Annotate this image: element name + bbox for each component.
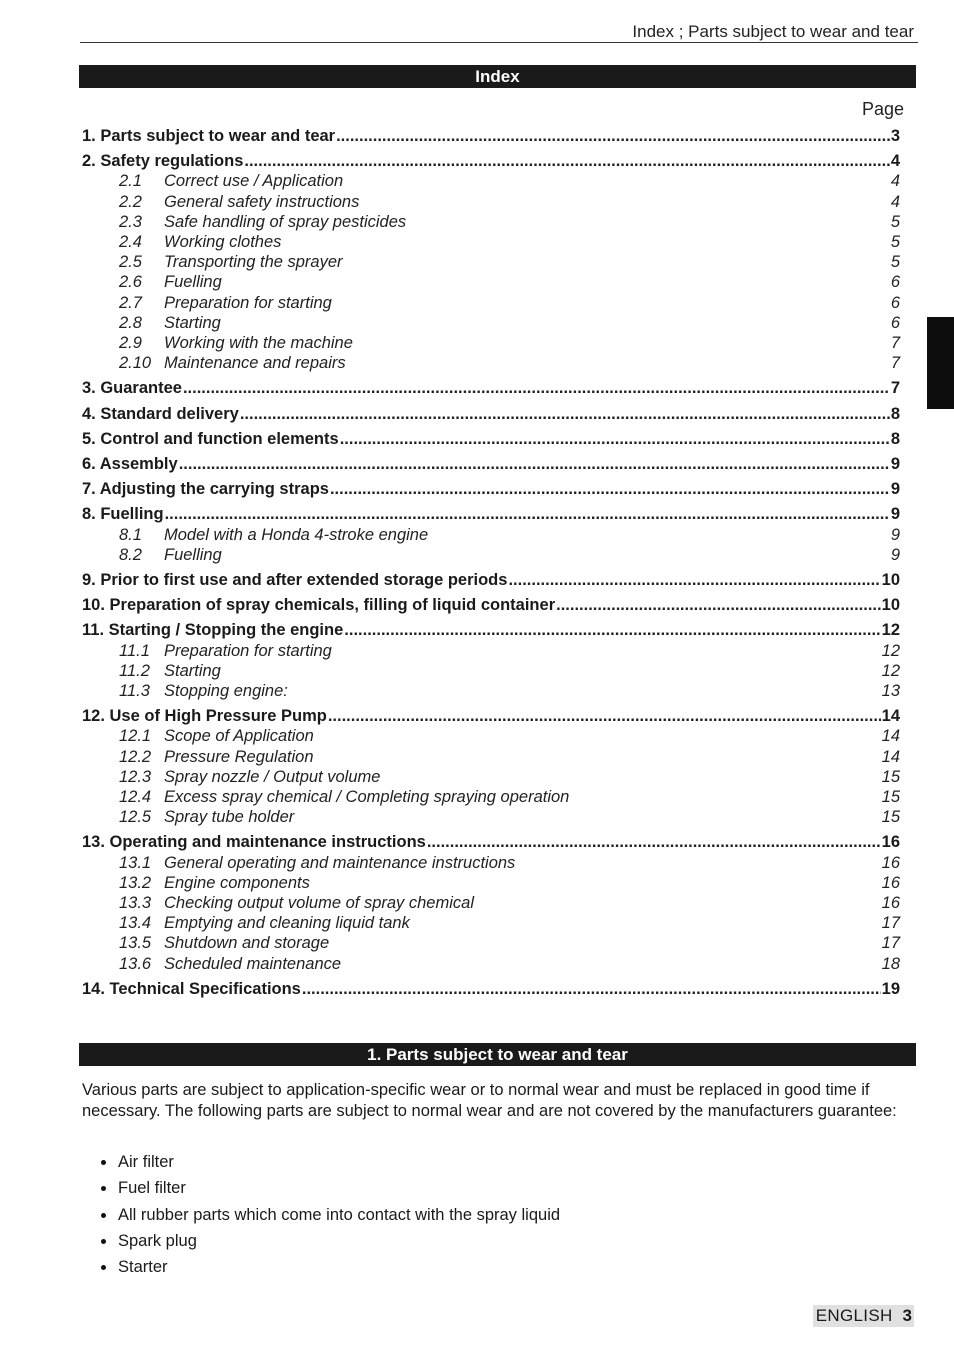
toc-subentry-num: 13.4 (119, 914, 152, 933)
toc-subentry-page: 17 (881, 914, 900, 933)
toc-entry-title: 2. Safety regulations (82, 152, 244, 171)
toc-subentry-page: 12 (881, 661, 900, 680)
toc-entry-page: 8 (890, 429, 900, 448)
toc-subentry-num: 2.3 (119, 212, 142, 231)
toc-subentry-num: 13.6 (119, 954, 152, 973)
toc-entry-page: 12 (881, 621, 900, 640)
toc-subentry-title: Preparation for starting (164, 293, 332, 312)
toc-subentry[interactable] (119, 333, 900, 353)
toc-subentry-page: 18 (881, 954, 900, 973)
toc-entry[interactable] (82, 479, 900, 499)
dot-leader (336, 126, 890, 146)
toc-subentry-title: Shutdown and storage (164, 934, 330, 953)
toc-subentry-title: Starting (164, 661, 221, 680)
toc-entry-title: 9. Prior to first use and after extended storage periods (82, 571, 508, 589)
toc-subentry-title: Checking output volume of spray chemical (164, 894, 474, 912)
toc-subentry-title: Maintenance and repairs (164, 354, 346, 373)
toc-subentry-num: 2.1 (119, 172, 142, 191)
toc-subentry-title: General operating and maintenance instructions (164, 853, 516, 872)
dot-leader (508, 570, 880, 590)
toc-subentry-num: 2.6 (119, 273, 142, 292)
toc-entry-title: 11. Starting / Stopping the engine (82, 621, 344, 640)
footer-page-number: 3 (902, 1306, 912, 1325)
toc-entry[interactable] (82, 504, 900, 524)
toc-subentry-page: 17 (881, 934, 900, 953)
toc-entry-page: 4 (890, 152, 900, 171)
toc-entry-page: 10 (881, 596, 900, 615)
dot-leader (302, 979, 881, 999)
toc-entry[interactable] (82, 454, 900, 474)
toc-subentry-title: Correct use / Application (164, 172, 344, 191)
toc-subentry-num: 12.1 (119, 727, 152, 746)
toc-entry[interactable] (82, 979, 900, 999)
toc-subentry[interactable] (119, 726, 900, 746)
toc-subentry-num: 11.3 (119, 682, 150, 700)
toc-subentry-title: Excess spray chemical / Completing spraying operation (164, 788, 570, 806)
toc-entry-title: 4. Standard delivery (82, 404, 239, 423)
toc-subentry-num: 8.2 (119, 545, 142, 564)
toc-subentry-page: 4 (890, 172, 900, 191)
toc-subentry-num: 12.5 (119, 808, 152, 827)
toc-subentry-page: 16 (881, 873, 900, 892)
dot-leader (183, 378, 890, 398)
toc-entry[interactable] (82, 429, 900, 449)
toc-subentry-num: 2.2 (119, 192, 142, 211)
page-footer (813, 1305, 914, 1327)
toc-subentry-title: Safe handling of spray pesticides (164, 212, 407, 231)
toc-subentry-num: 2.7 (119, 293, 142, 312)
toc-entry[interactable] (82, 151, 900, 171)
toc-subentry-title: Model with a Honda 4-stroke engine (164, 525, 429, 544)
toc-subentry-title: Starting (164, 313, 221, 332)
toc-subentry-page: 5 (890, 253, 900, 272)
dot-leader (556, 595, 881, 615)
toc-entry-page: 3 (890, 127, 900, 145)
toc-subentry-page: 7 (890, 334, 900, 352)
toc-entry-title: 3. Guarantee (82, 379, 182, 398)
toc-subentry-page: 15 (881, 808, 900, 827)
list-item: Spark plug (100, 1230, 800, 1256)
toc-subentry[interactable] (119, 661, 900, 681)
toc-subentry-title: Transporting the sprayer (164, 253, 343, 272)
toc-entry-title: 1. Parts subject to wear and tear (82, 127, 336, 145)
toc-subentry[interactable] (119, 893, 900, 913)
toc-entry[interactable] (82, 404, 900, 424)
toc-subentry[interactable] (119, 525, 900, 545)
toc-subentry-page: 14 (881, 747, 900, 766)
toc-subentry-num: 12.2 (119, 747, 152, 766)
toc-subentry-title: Preparation for starting (164, 641, 332, 660)
toc-subentry-title: Pressure Regulation (164, 747, 314, 766)
toc-subentry-page: 5 (890, 212, 900, 231)
list-item: Starter (100, 1256, 800, 1282)
toc-entry-page: 8 (890, 404, 900, 423)
toc-subentry-title: Working clothes (164, 233, 282, 251)
toc-subentry-num: 11.2 (119, 661, 150, 680)
toc-subentry-title: Scope of Application (164, 727, 314, 746)
toc-subentry-num: 13.2 (119, 873, 152, 892)
toc-subentry[interactable] (119, 232, 900, 252)
toc-subentry-title: Stopping engine: (164, 682, 288, 700)
toc-entry-page: 9 (890, 505, 900, 524)
toc-entry-page: 10 (881, 571, 900, 589)
toc-subentry-num: 2.8 (119, 313, 142, 332)
wear-parts-list (100, 1151, 800, 1282)
toc-subentry[interactable] (119, 293, 900, 313)
toc-subentry-page: 5 (890, 233, 900, 251)
toc-entry-page: 14 (881, 707, 900, 726)
toc-entry-page: 16 (881, 833, 900, 852)
toc-subentry-page: 14 (881, 727, 900, 746)
toc-subentry-num: 8.1 (119, 525, 142, 544)
toc-subentry-page: 16 (881, 894, 900, 912)
toc-entry-page: 9 (890, 480, 900, 499)
toc-entry-page: 9 (890, 455, 900, 473)
toc-subentry[interactable] (119, 933, 900, 953)
toc-entry-title: 8. Fuelling (82, 505, 164, 524)
footer-language: ENGLISH (815, 1306, 893, 1325)
toc-subentry-title: Emptying and cleaning liquid tank (164, 914, 410, 933)
toc-subentry[interactable] (119, 353, 900, 373)
dot-leader (165, 504, 890, 524)
toc-subentry[interactable] (119, 192, 900, 212)
list-item: Fuel filter (100, 1177, 800, 1203)
toc-subentry-num: 2.10 (119, 354, 152, 373)
dot-leader (330, 479, 890, 499)
toc-subentry-num: 11.1 (119, 641, 150, 660)
toc-subentry-title: Spray tube holder (164, 808, 295, 827)
toc-subentry[interactable] (119, 807, 900, 827)
toc-entry[interactable] (82, 620, 900, 640)
toc-entry-title: 12. Use of High Pressure Pump (82, 707, 327, 726)
header-divider (80, 42, 918, 43)
toc-subentry-num: 12.3 (119, 767, 152, 786)
toc-entry-title: 13. Operating and maintenance instructions (82, 833, 426, 852)
toc-subentry-num: 13.1 (119, 853, 152, 872)
toc-subentry[interactable] (119, 681, 900, 701)
toc-subentry[interactable] (119, 747, 900, 767)
section-intro-paragraph: Various parts are subject to application-specific wear or to normal wear and must be replaced in good time if necessary. The following parts are subject to normal wear and are not covered by the manufacturers guarantee: (82, 1081, 897, 1120)
dot-leader (340, 429, 890, 449)
toc-entry-title: 14. Technical Specifications (82, 979, 301, 998)
toc-subentry-page: 13 (881, 682, 900, 700)
toc-subentry-title: Fuelling (164, 273, 222, 292)
toc-subentry-page: 9 (890, 545, 900, 564)
dot-leader (240, 404, 890, 424)
toc-subentry-title: General safety instructions (164, 192, 360, 211)
running-header: Index ; Parts subject to wear and tear (632, 22, 914, 41)
dot-leader (179, 454, 890, 474)
section-title-bar: 1. Parts subject to wear and tear (79, 1043, 916, 1066)
page-column-label: Page (861, 99, 904, 119)
toc-entry-page: 7 (890, 379, 900, 398)
toc-subentry-page: 6 (890, 313, 900, 332)
toc-subentry[interactable] (119, 787, 900, 807)
toc-subentry[interactable] (119, 272, 900, 292)
toc-subentry-page: 16 (881, 853, 900, 872)
toc-subentry[interactable] (119, 913, 900, 933)
index-title-bar: Index (79, 65, 916, 88)
toc-subentry-title: Fuelling (164, 545, 222, 564)
toc-subentry-num: 12.4 (119, 788, 152, 806)
toc-subentry-page: 7 (890, 354, 900, 373)
toc-subentry[interactable] (119, 641, 900, 661)
toc-subentry[interactable] (119, 767, 900, 787)
toc-entry[interactable] (82, 378, 900, 398)
toc-subentry-num: 13.5 (119, 934, 152, 953)
toc-subentry-num: 13.3 (119, 894, 152, 912)
toc-subentry-num: 2.5 (119, 253, 142, 272)
thumb-index-tab (927, 317, 954, 409)
toc-subentry[interactable] (119, 545, 900, 565)
dot-leader (344, 620, 880, 640)
toc-subentry-page: 4 (890, 192, 900, 211)
toc-entry[interactable] (82, 126, 900, 146)
toc-subentry-title: Engine components (164, 873, 310, 892)
toc-subentry-page: 15 (881, 788, 900, 806)
toc-entry-title: 7. Adjusting the carrying straps (82, 480, 329, 499)
toc-subentry-page: 6 (890, 273, 900, 292)
toc-subentry-page: 15 (881, 767, 900, 786)
toc-subentry-title: Scheduled maintenance (164, 954, 342, 973)
toc-entry-title: 5. Control and function elements (82, 429, 339, 448)
toc-entry[interactable] (82, 832, 900, 852)
list-item: Air filter (100, 1151, 800, 1177)
toc-entry[interactable] (82, 706, 900, 726)
toc-subentry-page: 12 (881, 641, 900, 660)
dot-leader (427, 832, 881, 852)
toc-subentry-title: Spray nozzle / Output volume (164, 767, 381, 786)
toc-subentry[interactable] (119, 954, 900, 974)
toc-subentry[interactable] (119, 873, 900, 893)
toc-entry[interactable] (82, 595, 900, 615)
toc-subentry-num: 2.4 (119, 233, 142, 251)
dot-leader (328, 706, 881, 726)
toc-subentry[interactable] (119, 313, 900, 333)
toc-subentry[interactable] (119, 252, 900, 272)
toc-subentry[interactable] (119, 853, 900, 873)
toc-subentry[interactable] (119, 171, 900, 191)
toc-entry-page: 19 (881, 979, 900, 998)
toc-subentry-num: 2.9 (119, 334, 142, 352)
list-item: All rubber parts which come into contact with the spray liquid (100, 1204, 800, 1230)
toc-subentry-page: 6 (890, 293, 900, 312)
toc-entry[interactable] (82, 570, 900, 590)
toc-subentry[interactable] (119, 212, 900, 232)
dot-leader (244, 151, 889, 171)
toc-entry-title: 6. Assembly (82, 455, 178, 473)
toc-subentry-page: 9 (890, 525, 900, 544)
toc-entry-title: 10. Preparation of spray chemicals, filling of liquid container (82, 596, 556, 615)
toc-subentry-title: Working with the machine (164, 334, 353, 352)
